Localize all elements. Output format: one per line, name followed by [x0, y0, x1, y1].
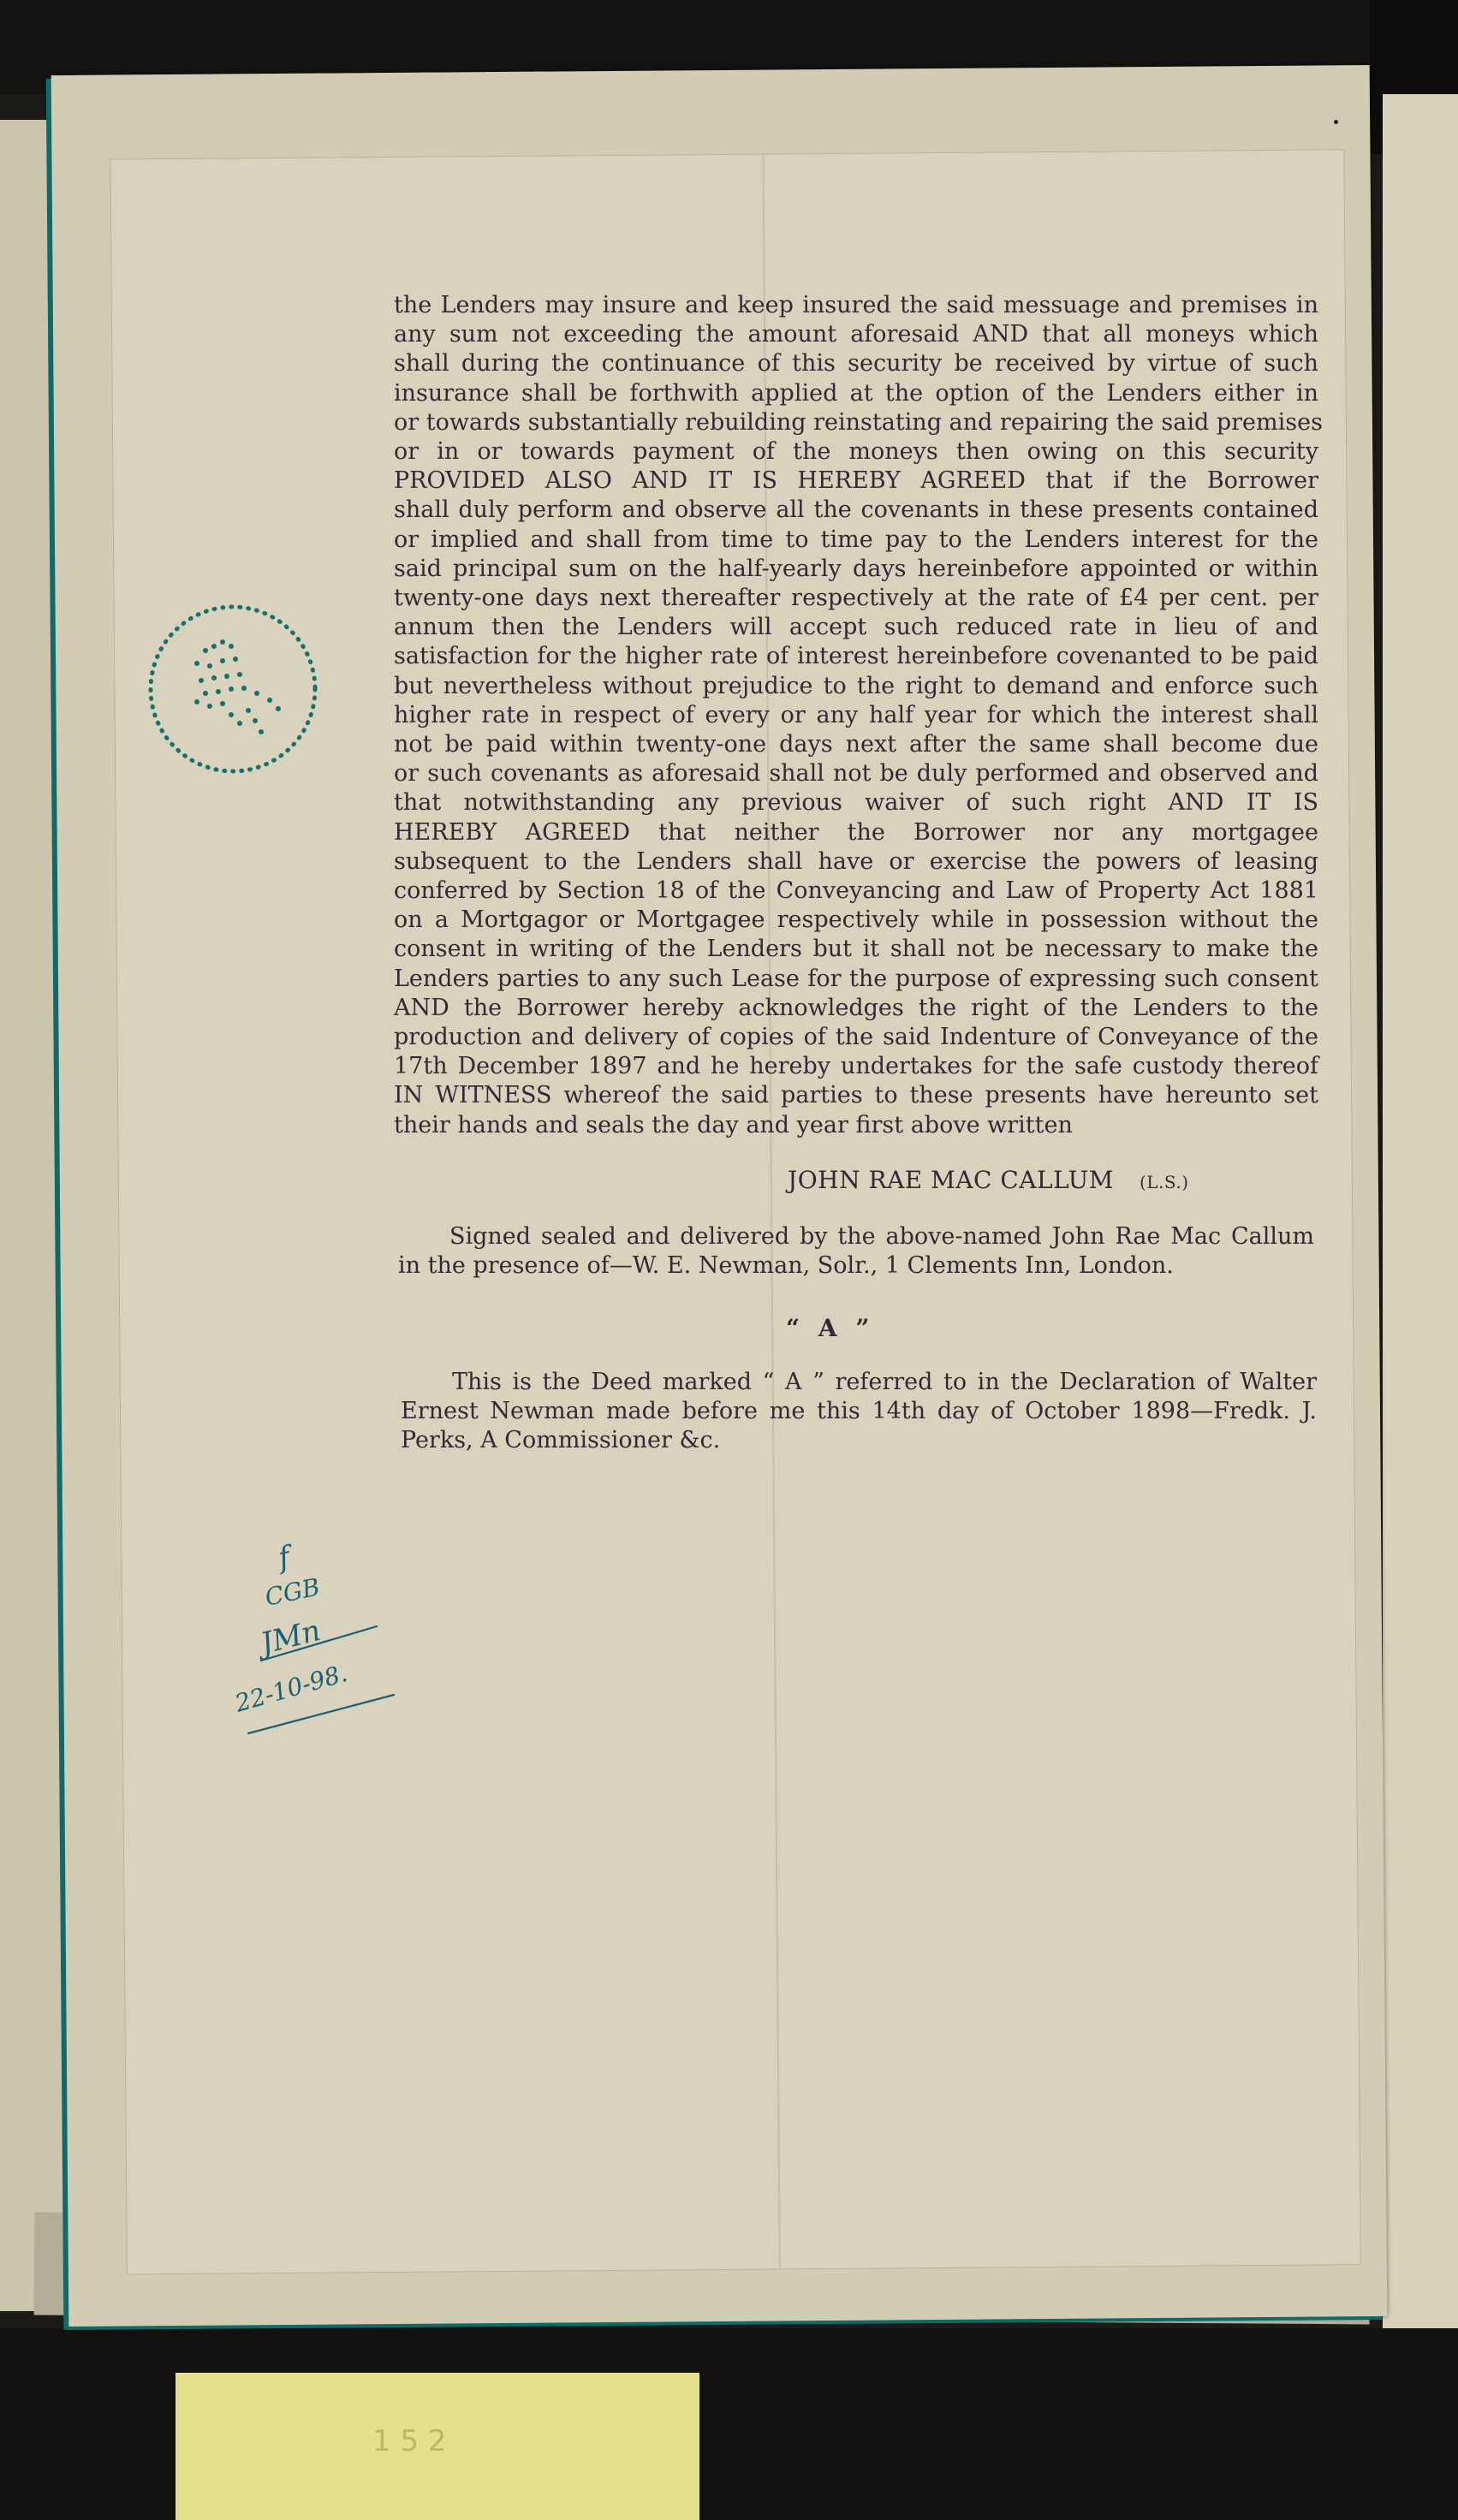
body-line: subsequent to the Lenders shall have or exercise the powers of leasing — [394, 847, 1318, 875]
embossed-stamp-icon — [146, 599, 321, 779]
handwritten-line-1: f — [275, 1540, 294, 1576]
body-line: that notwithstanding any previous waiver of such right AND IT IS — [394, 789, 1318, 817]
body-line: or in or towards payment of the moneys then owing on this security — [394, 438, 1318, 466]
body-line: consent in writing of the Lenders but it shall not be necessary to make the — [394, 936, 1318, 963]
attestation-clause — [398, 1222, 1314, 1281]
body-line: or implied and shall from time to time pay to the Lenders interest for the — [394, 526, 1318, 553]
sticky-note-text: 1 5 2 — [372, 2424, 447, 2458]
sticky-note — [176, 2373, 699, 2520]
body-line: HEREBY AGREED that neither the Borrower nor any mortgagee — [394, 818, 1318, 846]
handwritten-line-3: JMn — [257, 1613, 324, 1661]
handwritten-line-2: CGB — [262, 1572, 323, 1612]
body-line: or towards substantially rebuilding reinstating and repairing the said premises — [394, 408, 1323, 436]
body-line: shall during the continuance of this security be received by virtue of such — [394, 350, 1318, 377]
body-line: their hands and seals the day and year first above written — [394, 1111, 1073, 1138]
signatory-name: JOHN RAE MAC CALLUM — [788, 1166, 1114, 1194]
body-line: shall duly perform and observe all the covenants in these presents contained — [394, 496, 1318, 524]
body-line: IN WITNESS whereof the said parties to these presents have hereunto set — [394, 1082, 1318, 1109]
body-line: or such covenants as aforesaid shall not be duly performed and observed and — [394, 760, 1318, 788]
body-line: but nevertheless without prejudice to the right to demand and enforce such — [394, 672, 1318, 699]
body-line: twenty-one days next thereafter respectively at the rate of £4 per cent. per — [394, 585, 1318, 612]
body-line: said principal sum on the half-yearly days hereinbefore appointed or within — [394, 555, 1318, 582]
body-line: insurance shall be forthwith applied at the option of the Lenders either in — [394, 379, 1318, 407]
seal-mark: (L.S.) — [1139, 1172, 1189, 1192]
body-line: AND the Borrower hereby acknowledges the right of the Lenders to the — [394, 994, 1318, 1021]
exhibit-marker: “ A ” — [786, 1314, 875, 1342]
body-line: Lenders parties to any such Lease for the purpose of expressing such consent — [394, 965, 1318, 992]
attestation-line-2: in the presence of—W. E. Newman, Solr., 1 Clements Inn, London. — [398, 1252, 1174, 1279]
body-line: any sum not exceeding the amount aforesaid AND that all moneys which — [394, 321, 1318, 348]
declaration-line-3: Perks, A Commissioner &c. — [401, 1427, 721, 1453]
body-line: the Lenders may insure and keep insured the said messuage and premises in — [394, 292, 1318, 318]
body-line: annum then the Lenders will accept such reduced rate in lieu of and — [394, 614, 1318, 641]
deed-body-text — [394, 291, 1323, 1140]
ink-dot — [1334, 120, 1338, 124]
signatory-line — [788, 1166, 1189, 1194]
declaration-line-2: Ernest Newman made before me this 14th day of October 1898—Fredk. J. — [401, 1398, 1317, 1424]
declaration-line-1: This is the Deed marked “ A ” referred to in the Declaration of Walter — [452, 1369, 1317, 1395]
commissioner-declaration — [401, 1368, 1317, 1455]
body-line: not be paid within twenty-one days next after the same shall become due — [394, 731, 1318, 758]
handwritten-line-4: 22-10-98. — [231, 1658, 351, 1718]
attestation-line-1: Signed sealed and delivered by the above-named John Rae Mac Callum — [449, 1223, 1314, 1250]
body-line: higher rate in respect of every or any half year for which the interest shall — [394, 701, 1318, 728]
body-line: 17th December 1897 and he hereby undertakes for the safe custody thereof — [394, 1053, 1318, 1080]
body-line: production and delivery of copies of the said Indenture of Conveyance of the — [394, 1024, 1318, 1051]
handwritten-annotation — [214, 1532, 420, 1755]
body-line: on a Mortgagor or Mortgagee respectively while in possession without the — [394, 906, 1318, 934]
body-line: PROVIDED ALSO AND IT IS HEREBY AGREED that if the Borrower — [394, 467, 1318, 495]
body-line: satisfaction for the higher rate of interest hereinbefore covenanted to be paid — [394, 643, 1318, 670]
body-line: conferred by Section 18 of the Conveyancing and Law of Property Act 1881 — [394, 877, 1318, 905]
adjacent-page-right — [1383, 94, 1458, 2405]
